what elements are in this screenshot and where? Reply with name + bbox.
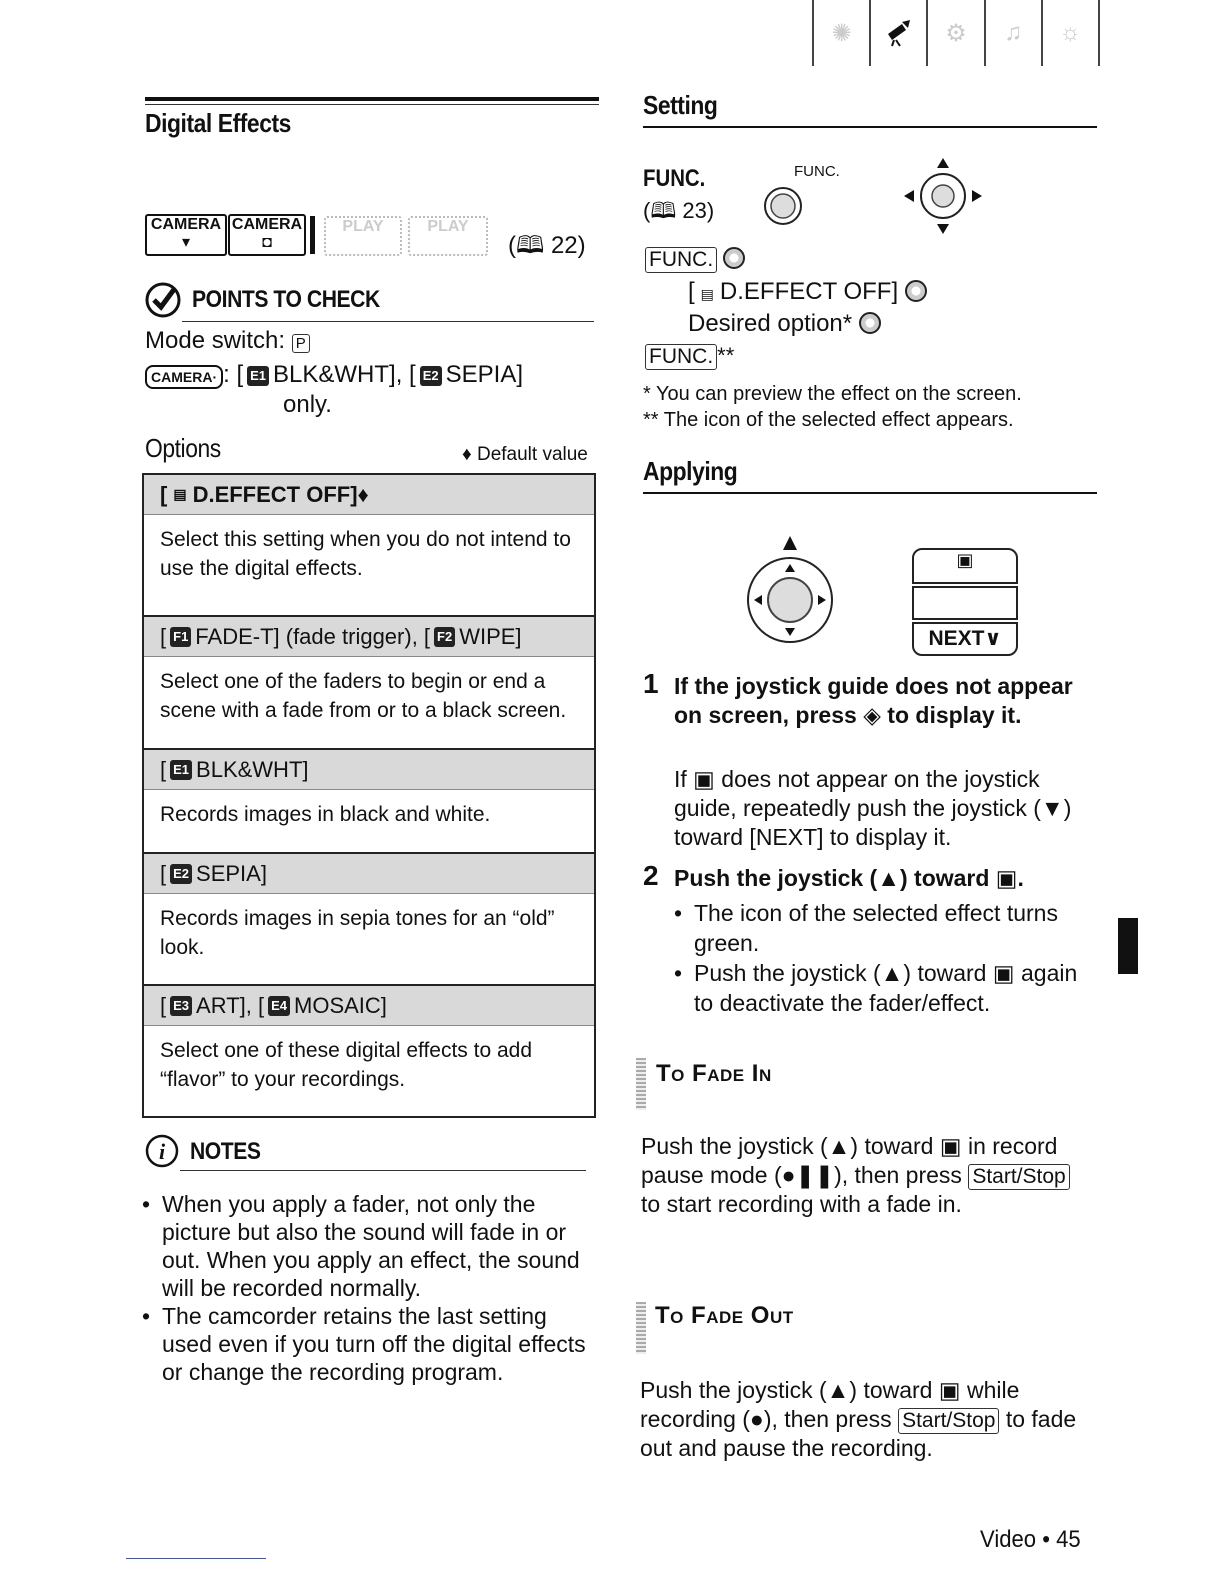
applying-title: Applying [643, 456, 738, 486]
settings-icon: ☼ [1041, 0, 1100, 66]
func-button-label: FUNC. [794, 163, 840, 180]
func-label: FUNC. [643, 165, 706, 192]
page-number: Video • 45 [980, 1526, 1081, 1553]
step-2-bullet: • The icon of the selected effect turns green. [674, 898, 1099, 958]
points-rule [182, 321, 594, 322]
step-1-text [674, 672, 1074, 730]
func-page-ref: (🕮 23) [643, 198, 715, 223]
fade-out-bar [636, 1302, 646, 1354]
joystick-icon [900, 156, 986, 236]
next-label-text: NEXT [928, 627, 985, 650]
play-icon: ♫ [984, 0, 1041, 66]
restriction-text-a: : [ [223, 361, 244, 388]
sepia-icon: E2 [170, 864, 192, 884]
camera-movie-icon [869, 0, 926, 66]
fade-in-text [641, 1132, 1091, 1219]
func-button-icon [763, 186, 803, 226]
restriction-line [145, 360, 605, 390]
func-key: FUNC. [645, 344, 717, 370]
blk-wht-icon: E1 [170, 760, 192, 780]
fade-in-text-a: Push the joystick (▲) toward ▣ in record pause mode (●❚❚), then press [641, 1133, 1058, 1188]
option-label-2: WIPE] [459, 623, 522, 649]
title-rule [145, 97, 599, 101]
option-desc-fade: Select one of the faders to begin or end a scene with a fade from or to a black screen. [144, 657, 594, 750]
option-label: D.EFFECT OFF]♦ [192, 481, 369, 507]
start-stop-key: Start/Stop [968, 1164, 1069, 1190]
notes-title: NOTES [190, 1138, 261, 1165]
footnote-1: * You can preview the effect on the screen. [643, 383, 1022, 405]
mode-switch-value: P [292, 334, 310, 353]
play-movie-badge-label: PLAY [342, 218, 384, 235]
step-func-line [645, 246, 745, 273]
play-photo-badge [408, 216, 488, 256]
play-movie-badge [324, 216, 402, 256]
setting-title: Setting [643, 90, 718, 120]
step-1-text-a: If the joystick guide does not appear on screen, press [674, 673, 1073, 728]
note-item: • When you apply a fader, not only the picture but also the sound will fade in or out. When you apply an effect, the sound will be recorded normally. [142, 1190, 597, 1302]
options-label: Options [145, 433, 221, 463]
func-press-icon [723, 247, 745, 269]
fade-in-title: To Fade In [656, 1060, 772, 1087]
footnote-2: ** The icon of the selected effect appears. [643, 409, 1014, 431]
restriction-text-b: BLK&WHT], [ [273, 361, 416, 388]
checkmark-icon [145, 282, 181, 318]
joystick-guide-icon [740, 534, 840, 646]
fade-in-bar [636, 1058, 646, 1110]
option-label: FADE-T] (fade trigger), [ [195, 623, 431, 649]
next-label: NEXT∨ [912, 622, 1018, 656]
option-head-fade: [ F1 FADE-T] (fade trigger), [ F2 WIPE] [144, 617, 594, 657]
option-bracket: [ [160, 481, 168, 507]
func-joystick-icon: ◈ [863, 702, 881, 728]
effect-e2-icon: E2 [420, 366, 442, 386]
step-1-text-b: to display it. [887, 702, 1022, 728]
joystick-guide-panel [912, 548, 1016, 656]
footer-line [126, 1558, 266, 1559]
fader-icon: ▣ [912, 548, 1018, 584]
applying-rule [643, 492, 1097, 494]
scene-icon: ✺ [812, 0, 869, 66]
title-rule-thin [145, 104, 599, 105]
option-head-sepia: [ E2 SEPIA] [144, 854, 594, 894]
page-title: Digital Effects [145, 108, 291, 138]
effect-off-icon: ▤ [173, 486, 187, 502]
points-to-check-title: POINTS TO CHECK [192, 286, 380, 313]
camera-photo-badge-label: CAMERA [231, 216, 303, 233]
option-desc-art-mosaic: Select one of these digital effects to add “flavor” to your recordings. [160, 1039, 533, 1091]
step-func2-line [645, 343, 734, 370]
step-2-bullets [674, 898, 1099, 1018]
fade-out-text-a: Push the joystick (▲) toward ▣ while recording (●), then press [640, 1377, 1020, 1432]
fade-slider-icon [912, 586, 1018, 620]
restriction-text-c: SEPIA] [445, 361, 523, 388]
fade-out-text-b: to fade out and pause the recording. [640, 1406, 1077, 1461]
mode-switch-label: Mode switch: [145, 327, 286, 354]
camera-photo-badge [228, 214, 306, 256]
option-label: ART], [ [196, 992, 265, 1018]
option-head-art-mosaic: [ E3 ART], [ E4 MOSAIC] [144, 986, 594, 1026]
svg-text:i: i [158, 1139, 166, 1164]
step-effect-text: D.EFFECT OFF] [719, 278, 899, 305]
step-effect-line [688, 278, 927, 306]
func2-suffix: ** [717, 343, 735, 368]
info-icon [145, 1134, 179, 1168]
top-mode-tabs [812, 0, 1100, 66]
option-head-blkwht: [ E1 BLK&WHT] [144, 750, 594, 790]
func-key: FUNC. [645, 247, 717, 273]
option-label: SEPIA] [196, 860, 267, 886]
camera-movie-badge-label: CAMERA [150, 216, 222, 233]
mode-switch-line [145, 326, 310, 356]
camera-movie-badge [145, 214, 227, 256]
fade-out-text [640, 1376, 1090, 1463]
notes-rule [180, 1170, 586, 1171]
camera-photo-icon: ⚙ [926, 0, 983, 66]
step-1-detail: If ▣ does not appear on the joystick guide, repeatedly push the joystick (▼) toward [NEXT] to display it. [674, 766, 1072, 850]
setting-rule [643, 126, 1097, 128]
play-photo-badge-label: PLAY [427, 218, 469, 235]
option-label-2: MOSAIC] [294, 992, 387, 1018]
step-desired-line [688, 310, 881, 338]
effect-off-icon: ▤ [700, 286, 714, 302]
notes-list [142, 1190, 597, 1386]
step-2-text: Push the joystick (▲) toward ▣. [674, 865, 1024, 891]
step-number: 1 [643, 668, 659, 699]
option-desc-sepia: Records images in sepia tones for an “old” look. [144, 894, 594, 986]
photo-icon: ◘ [262, 234, 272, 251]
option-desc-blkwht: Records images in black and white. [144, 790, 594, 854]
set-press-icon [859, 312, 881, 334]
art-icon: E3 [170, 996, 192, 1016]
fade-in-text-b: to start recording with a fade in. [641, 1191, 962, 1217]
fade-out-title: To Fade Out [655, 1302, 794, 1329]
option-label: BLK&WHT] [196, 756, 309, 782]
section-side-tab [1118, 918, 1138, 974]
camera-photo-mode-badge: CAMERA· [145, 365, 223, 389]
mode-page-ref: (🕮 22) [508, 232, 586, 259]
wipe-icon: F2 [434, 627, 455, 647]
effect-e1-icon: E1 [247, 366, 269, 386]
option-desc-effect-off: Select this setting when you do not intend to use the digital effects. [144, 515, 594, 617]
note-item: • The camcorder retains the last setting used even if you turn off the digital effects or change the recording program. [142, 1302, 597, 1386]
fade-trigger-icon: F1 [170, 627, 191, 647]
step-effect-bracket: [ [688, 278, 695, 305]
option-head-effect-off [144, 475, 594, 515]
default-value-legend: ♦ Default value [462, 444, 588, 465]
mode-divider [310, 216, 315, 254]
movie-icon: ▾ [181, 234, 191, 251]
options-table [142, 473, 596, 1118]
step-2-bullet: • Push the joystick (▲) toward ▣ again to deactivate the fader/effect. [674, 958, 1099, 1018]
restriction-only: only. [283, 391, 332, 418]
mosaic-icon: E4 [268, 996, 290, 1016]
step-desired-text: Desired option* [688, 310, 853, 337]
step-number: 2 [643, 860, 659, 891]
start-stop-key: Start/Stop [898, 1408, 999, 1434]
set-press-icon [905, 280, 927, 302]
